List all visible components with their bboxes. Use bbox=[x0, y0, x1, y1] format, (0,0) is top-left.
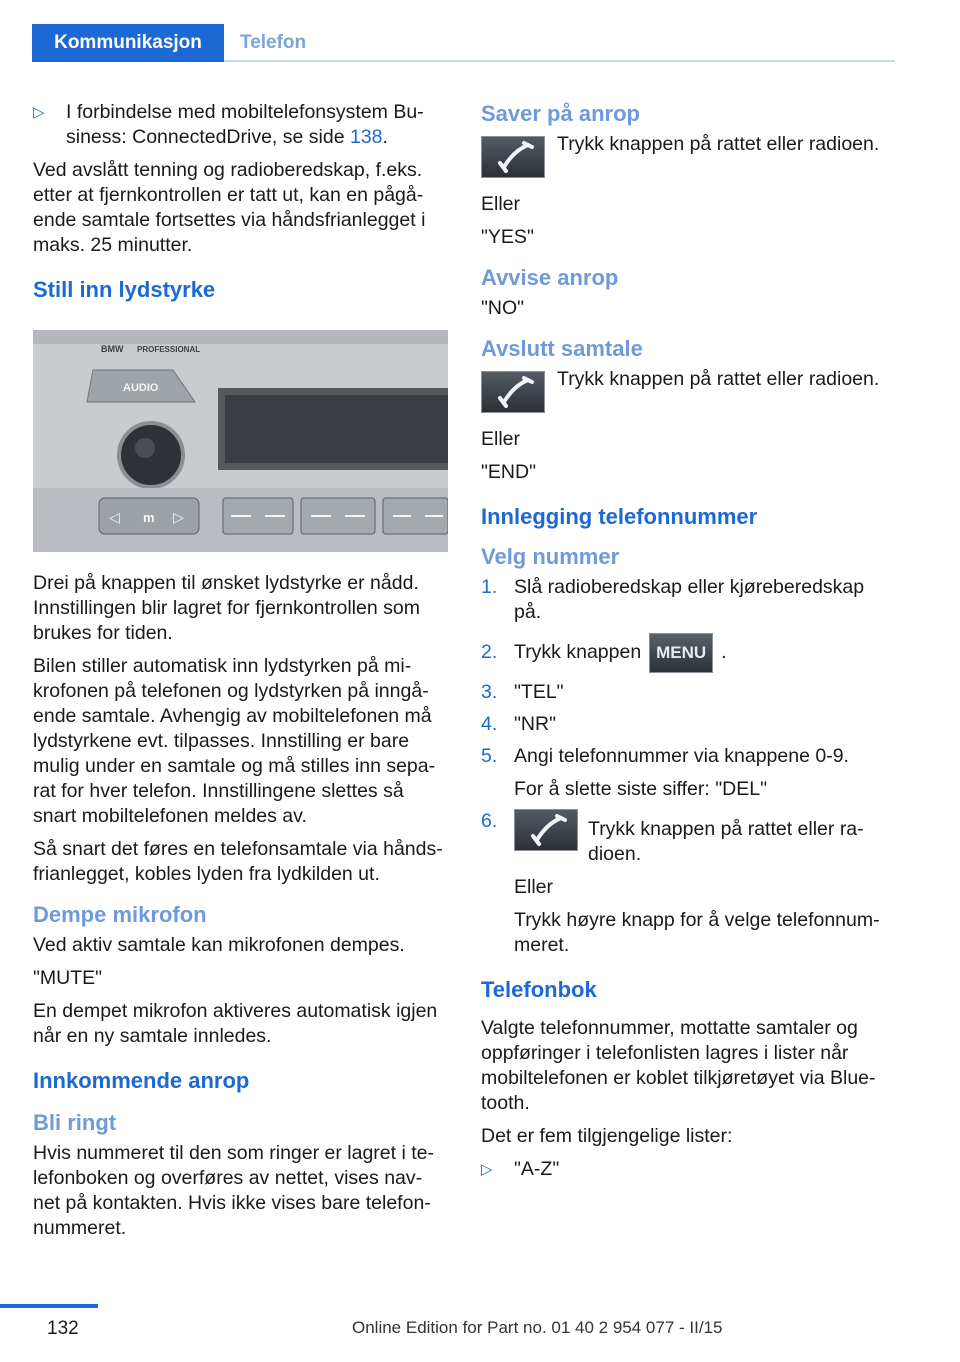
answer-instruction bbox=[481, 132, 891, 178]
svg-text:◁: ◁ bbox=[109, 510, 120, 526]
step-number: 2. bbox=[481, 641, 498, 663]
svg-text:▷: ▷ bbox=[173, 510, 184, 526]
yes-command: "YES" bbox=[481, 226, 534, 248]
para-ignition-off: Ved avslått tenning og radioberedskap, f.eks. etter at fjernkontrollen er tatt ut, kan en pågå-ende samtale fortsettes via håndsfrianlegget i maks. 25 minutter. bbox=[33, 159, 426, 256]
or-text: Eller bbox=[481, 193, 521, 215]
radio-m-label: m bbox=[143, 510, 155, 525]
mute-command: "MUTE" bbox=[33, 967, 103, 989]
or-text-2: Eller bbox=[481, 428, 521, 450]
step-number: 6. bbox=[481, 809, 498, 832]
tab-telefon[interactable]: Telefon bbox=[240, 32, 307, 53]
step-subtext: For å slette siste siffer: "DEL" bbox=[514, 777, 767, 800]
edition-footer: Online Edition for Part no. 01 40 2 954 077 - II/15 bbox=[352, 1318, 723, 1337]
step-text: "TEL" bbox=[514, 680, 564, 703]
phone-button-icon bbox=[514, 809, 578, 851]
bullet-text: "A-Z" bbox=[514, 1157, 560, 1180]
para-mute-reactivate: En dempet mikrofon aktiveres automatisk igjen når en ny samtale innledes. bbox=[33, 1000, 438, 1047]
heading-enter-number: Innlegging telefonnummer bbox=[481, 504, 758, 529]
heading-answer-call: Saver på anrop bbox=[481, 101, 640, 126]
bullet-text-end: . bbox=[382, 126, 388, 148]
step-2 bbox=[481, 632, 891, 673]
tab-kommunikasjon[interactable]: Kommunikasjon bbox=[32, 24, 224, 62]
step-1 bbox=[481, 575, 891, 625]
step-4 bbox=[481, 712, 891, 737]
heading-reject-call: Avvise anrop bbox=[481, 265, 619, 290]
para-phonebook-lists: Valgte telefonnummer, mottatte samtaler og oppføringer i telefonlisten lagres i lister når mobiltelefonen er koblet tilkjøretøyet via Blue-tooth. bbox=[481, 1016, 876, 1114]
radio-model-label: PROFESSIONAL bbox=[137, 345, 201, 354]
heading-volume: Still inn lydstyrke bbox=[33, 277, 216, 302]
heading-end-call: Avslutt samtale bbox=[481, 336, 643, 361]
step-number: 5. bbox=[481, 744, 498, 767]
audio-button-label: AUDIO bbox=[123, 382, 159, 394]
heading-phonebook: Telefonbok bbox=[481, 976, 597, 1002]
menu-button-icon: MENU bbox=[649, 633, 713, 673]
step-text: Trykk knappen på rattet eller ra-dioen. bbox=[588, 817, 864, 865]
answer-text: Trykk knappen på rattet eller radioen. bbox=[557, 133, 880, 155]
heading-mute-mic: Dempe mikrofon bbox=[33, 902, 207, 927]
heading-incoming-call: Innkommende anrop bbox=[33, 1068, 250, 1093]
right-column bbox=[481, 100, 891, 1190]
step-number: 4. bbox=[481, 712, 498, 735]
bullet-text: I forbindelse med mobiltelefonsystem Bu-siness: ConnectedDrive, se side bbox=[66, 101, 424, 148]
end-instruction bbox=[481, 367, 891, 413]
bullet-connecteddrive bbox=[33, 100, 448, 150]
step-text: Angi telefonnummer via knappene 0-9. bbox=[514, 744, 849, 767]
end-text: Trykk knappen på rattet eller radioen. bbox=[557, 368, 880, 390]
page-number: 132 bbox=[47, 1318, 79, 1339]
step-text: Slå radioberedskap eller kjøreberedskap på. bbox=[514, 576, 865, 623]
radio-panel-image bbox=[33, 330, 448, 552]
step-number: 1. bbox=[481, 576, 498, 598]
para-auto-volume: Bilen stiller automatisk inn lydstyrken på mi-krofonen på telefonen og lydstyrken på inngå-ende samtale. Avhengig av mobiltelefonen må lydstyrkene evt. tilpasses. Innstilling er bare mulig under en samtale og må stilles inn sepa-rat for hver telefon. Innstillingene slettes så snart mobiltelefonen meldes av. bbox=[33, 655, 436, 827]
para-five-lists: Det er fem tilgjengelige lister: bbox=[481, 1124, 733, 1147]
phone-button-icon bbox=[481, 371, 545, 413]
bullet-a-z bbox=[481, 1157, 891, 1182]
heading-select-number: Velg nummer bbox=[481, 544, 620, 569]
end-command: "END" bbox=[481, 461, 537, 483]
para-audio-muted: Så snart det føres en telefonsamtale via hånds-frianlegget, kobles lyden fra lydkilden ut. bbox=[33, 838, 443, 885]
chapter-tabs bbox=[0, 0, 895, 62]
footer-accent-line bbox=[0, 1304, 98, 1308]
heading-being-called: Bli ringt bbox=[33, 1110, 117, 1135]
para-caller-name: Hvis nummeret til den som ringer er lagret i te-lefonboken og overføres av nettet, vises nav-net på kontakten. Hvis ikke vises bare telefon-nummeret. bbox=[33, 1142, 434, 1239]
step-subtext: Trykk høyre knapp for å velge telefonnum-meret. bbox=[514, 908, 880, 956]
step-5 bbox=[481, 744, 891, 802]
step-text-end: . bbox=[721, 641, 727, 663]
step-number: 3. bbox=[481, 680, 498, 703]
page-link-138[interactable]: 138 bbox=[349, 126, 383, 148]
radio-brand-label: BMW bbox=[101, 344, 124, 354]
step-subtext-or: Eller bbox=[514, 875, 554, 898]
step-6 bbox=[481, 809, 891, 958]
para-mute-possible: Ved aktiv samtale kan mikrofonen dempes. bbox=[33, 934, 405, 956]
tab-underline bbox=[224, 60, 895, 62]
no-command: "NO" bbox=[481, 297, 525, 319]
triangle-bullet-icon: ▷ bbox=[33, 104, 45, 121]
step-text: "NR" bbox=[514, 712, 557, 735]
phone-button-icon bbox=[481, 136, 545, 178]
triangle-bullet-icon: ▷ bbox=[481, 1160, 493, 1178]
step-text: Trykk knappen bbox=[514, 641, 642, 663]
step-3 bbox=[481, 680, 891, 705]
left-column bbox=[33, 100, 448, 1249]
para-turn-knob: Drei på knappen til ønsket lydstyrke er nådd. Innstillingen blir lagret for fjernkontrollen som brukes for tiden. bbox=[33, 572, 420, 644]
